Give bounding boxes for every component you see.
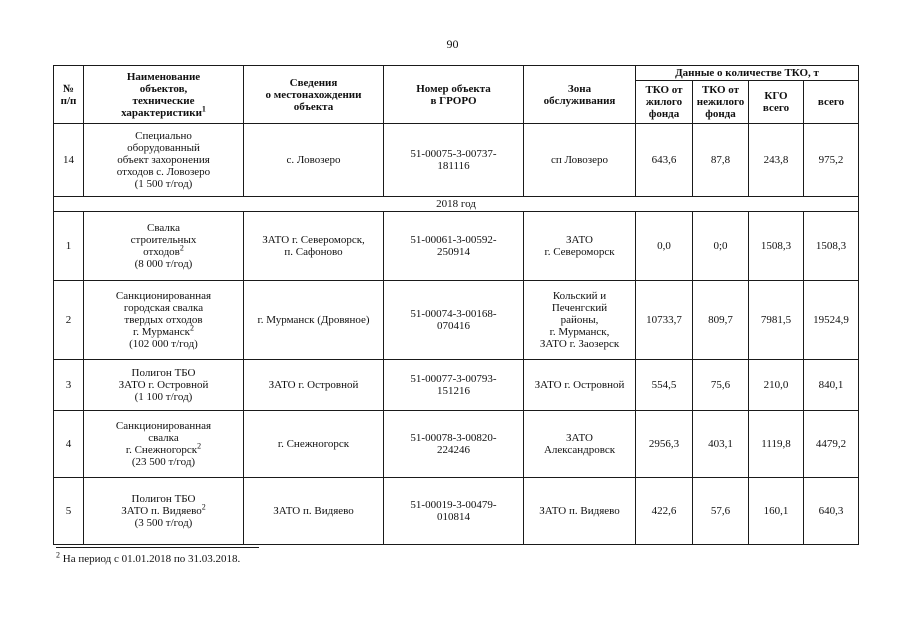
footnote-mark: 2: [179, 243, 184, 253]
cell-location: ЗАТО г. Североморск, п. Сафоново: [244, 212, 384, 281]
header-name-footnote-mark: 1: [201, 103, 206, 113]
table-row: [54, 281, 859, 360]
cell-name-capacity: (8 000 т/год): [134, 258, 193, 270]
cell-total: 840,1: [804, 360, 859, 411]
cell-tko-nonres: 57,6: [693, 478, 749, 545]
cell-kgo: 1508,3: [749, 212, 804, 281]
cell-name: [84, 360, 244, 411]
cell-tko-res: 0,0: [636, 212, 693, 281]
cell-groro: 51-00074-3-00168- 070416: [384, 281, 524, 360]
table-row: [54, 411, 859, 478]
cell-name: Специально оборудованный объект захоронения отходов с. Ловозеро (1 500 т/год): [84, 124, 244, 197]
cell-zone: Кольский и Печенгский районы, г. Мурманск, ЗАТО г. Заозерск: [524, 281, 636, 360]
cell-location: с. Ловозеро: [244, 124, 384, 197]
table-row: [54, 478, 859, 545]
cell-zone: ЗАТО г. Североморск: [524, 212, 636, 281]
footnote-mark: 2: [201, 502, 206, 512]
cell-kgo: 243,8: [749, 124, 804, 197]
cell-name-capacity: (3 500 т/год): [134, 517, 193, 529]
cell-location: г. Снежногорск: [244, 411, 384, 478]
cell-num: 3: [54, 360, 84, 411]
page-number: 90: [446, 37, 459, 51]
cell-tko-res: 10733,7: [636, 281, 693, 360]
cell-tko-nonres: 0;0: [693, 212, 749, 281]
cell-tko-res: 2956,3: [636, 411, 693, 478]
cell-tko-nonres: 809,7: [693, 281, 749, 360]
cell-groro: 51-00078-3-00820- 224246: [384, 411, 524, 478]
cell-groro: 51-00061-3-00592- 250914: [384, 212, 524, 281]
footnote-mark: 2: [56, 550, 60, 560]
cell-tko-nonres: 87,8: [693, 124, 749, 197]
footnote-mark: 2: [190, 323, 194, 333]
cell-groro: 51-00075-3-00737- 181116: [384, 124, 524, 197]
header-tko-nonresidential: ТКО от нежилого фонда: [693, 81, 749, 124]
cell-name-text: Полигон ТБО ЗАТО п. Видяево: [121, 493, 202, 517]
cell-name-text: Полигон ТБО ЗАТО г. Островной (1 100 т/год): [118, 367, 209, 403]
footnote-text: На период с 01.01.2018 по 31.03.2018.: [60, 553, 241, 565]
footnote-divider: [56, 547, 259, 548]
cell-name: [84, 478, 244, 545]
cell-zone: сп Ловозеро: [524, 124, 636, 197]
cell-groro: 51-00077-3-00793- 151216: [384, 360, 524, 411]
cell-name-capacity: (102 000 т/год): [129, 338, 198, 350]
header-zone: Зона обслуживания: [524, 66, 636, 124]
cell-total: 1508,3: [804, 212, 859, 281]
header-name-text: Наименование объектов, технические характеристики: [121, 70, 202, 119]
cell-kgo: 210,0: [749, 360, 804, 411]
cell-tko-nonres: 75,6: [693, 360, 749, 411]
year-section-row: [54, 197, 859, 212]
cell-total: 975,2: [804, 124, 859, 197]
cell-location: ЗАТО п. Видяево: [244, 478, 384, 545]
cell-tko-nonres: 403,1: [693, 411, 749, 478]
cell-num: 2: [54, 281, 84, 360]
header-num: № п/п: [54, 66, 84, 124]
cell-tko-res: 554,5: [636, 360, 693, 411]
header-quantity-group: Данные о количестве ТКО, т: [636, 66, 859, 81]
cell-name-capacity: (23 500 т/год): [131, 456, 196, 468]
waste-facilities-table: [53, 65, 859, 545]
cell-name-text: Санкционированная свалка г. Снежногорск: [115, 420, 212, 456]
cell-num: 4: [54, 411, 84, 478]
footnote: [56, 550, 241, 565]
header-kgo-total: КГО всего: [749, 81, 804, 124]
cell-tko-res: 422,6: [636, 478, 693, 545]
cell-kgo: 7981,5: [749, 281, 804, 360]
cell-name: [84, 212, 244, 281]
cell-num: 1: [54, 212, 84, 281]
cell-zone: ЗАТО г. Островной: [524, 360, 636, 411]
cell-total: 19524,9: [804, 281, 859, 360]
cell-zone: ЗАТО п. Видяево: [524, 478, 636, 545]
header-tko-residential: ТКО от жилого фонда: [636, 81, 693, 124]
cell-kgo: 1119,8: [749, 411, 804, 478]
cell-location: ЗАТО г. Островной: [244, 360, 384, 411]
cell-zone: ЗАТО Александровск: [524, 411, 636, 478]
cell-total: 640,3: [804, 478, 859, 545]
footnote-mark: 2: [197, 441, 202, 451]
table-row: [54, 212, 859, 281]
header-name: [84, 66, 244, 124]
cell-location: г. Мурманск (Дровяное): [244, 281, 384, 360]
cell-kgo: 160,1: [749, 478, 804, 545]
header-groro: Номер объекта в ГРОРО: [384, 66, 524, 124]
cell-num: 5: [54, 478, 84, 545]
cell-tko-res: 643,6: [636, 124, 693, 197]
cell-num: 14: [54, 124, 84, 197]
table-row: [54, 124, 859, 197]
table-row: [54, 360, 859, 411]
cell-groro: 51-00019-3-00479- 010814: [384, 478, 524, 545]
cell-name: [84, 411, 244, 478]
cell-total: 4479,2: [804, 411, 859, 478]
cell-name-text: Свалка строительных отходов: [130, 222, 197, 258]
cell-name-text: Санкционированная городская свалка твердых отходов г. Мурманск: [115, 290, 212, 338]
header-total: всего: [804, 81, 859, 124]
header-location: Сведения о местонахождении объекта: [244, 66, 384, 124]
cell-name: [84, 281, 244, 360]
year-label: 2018 год: [54, 197, 859, 212]
